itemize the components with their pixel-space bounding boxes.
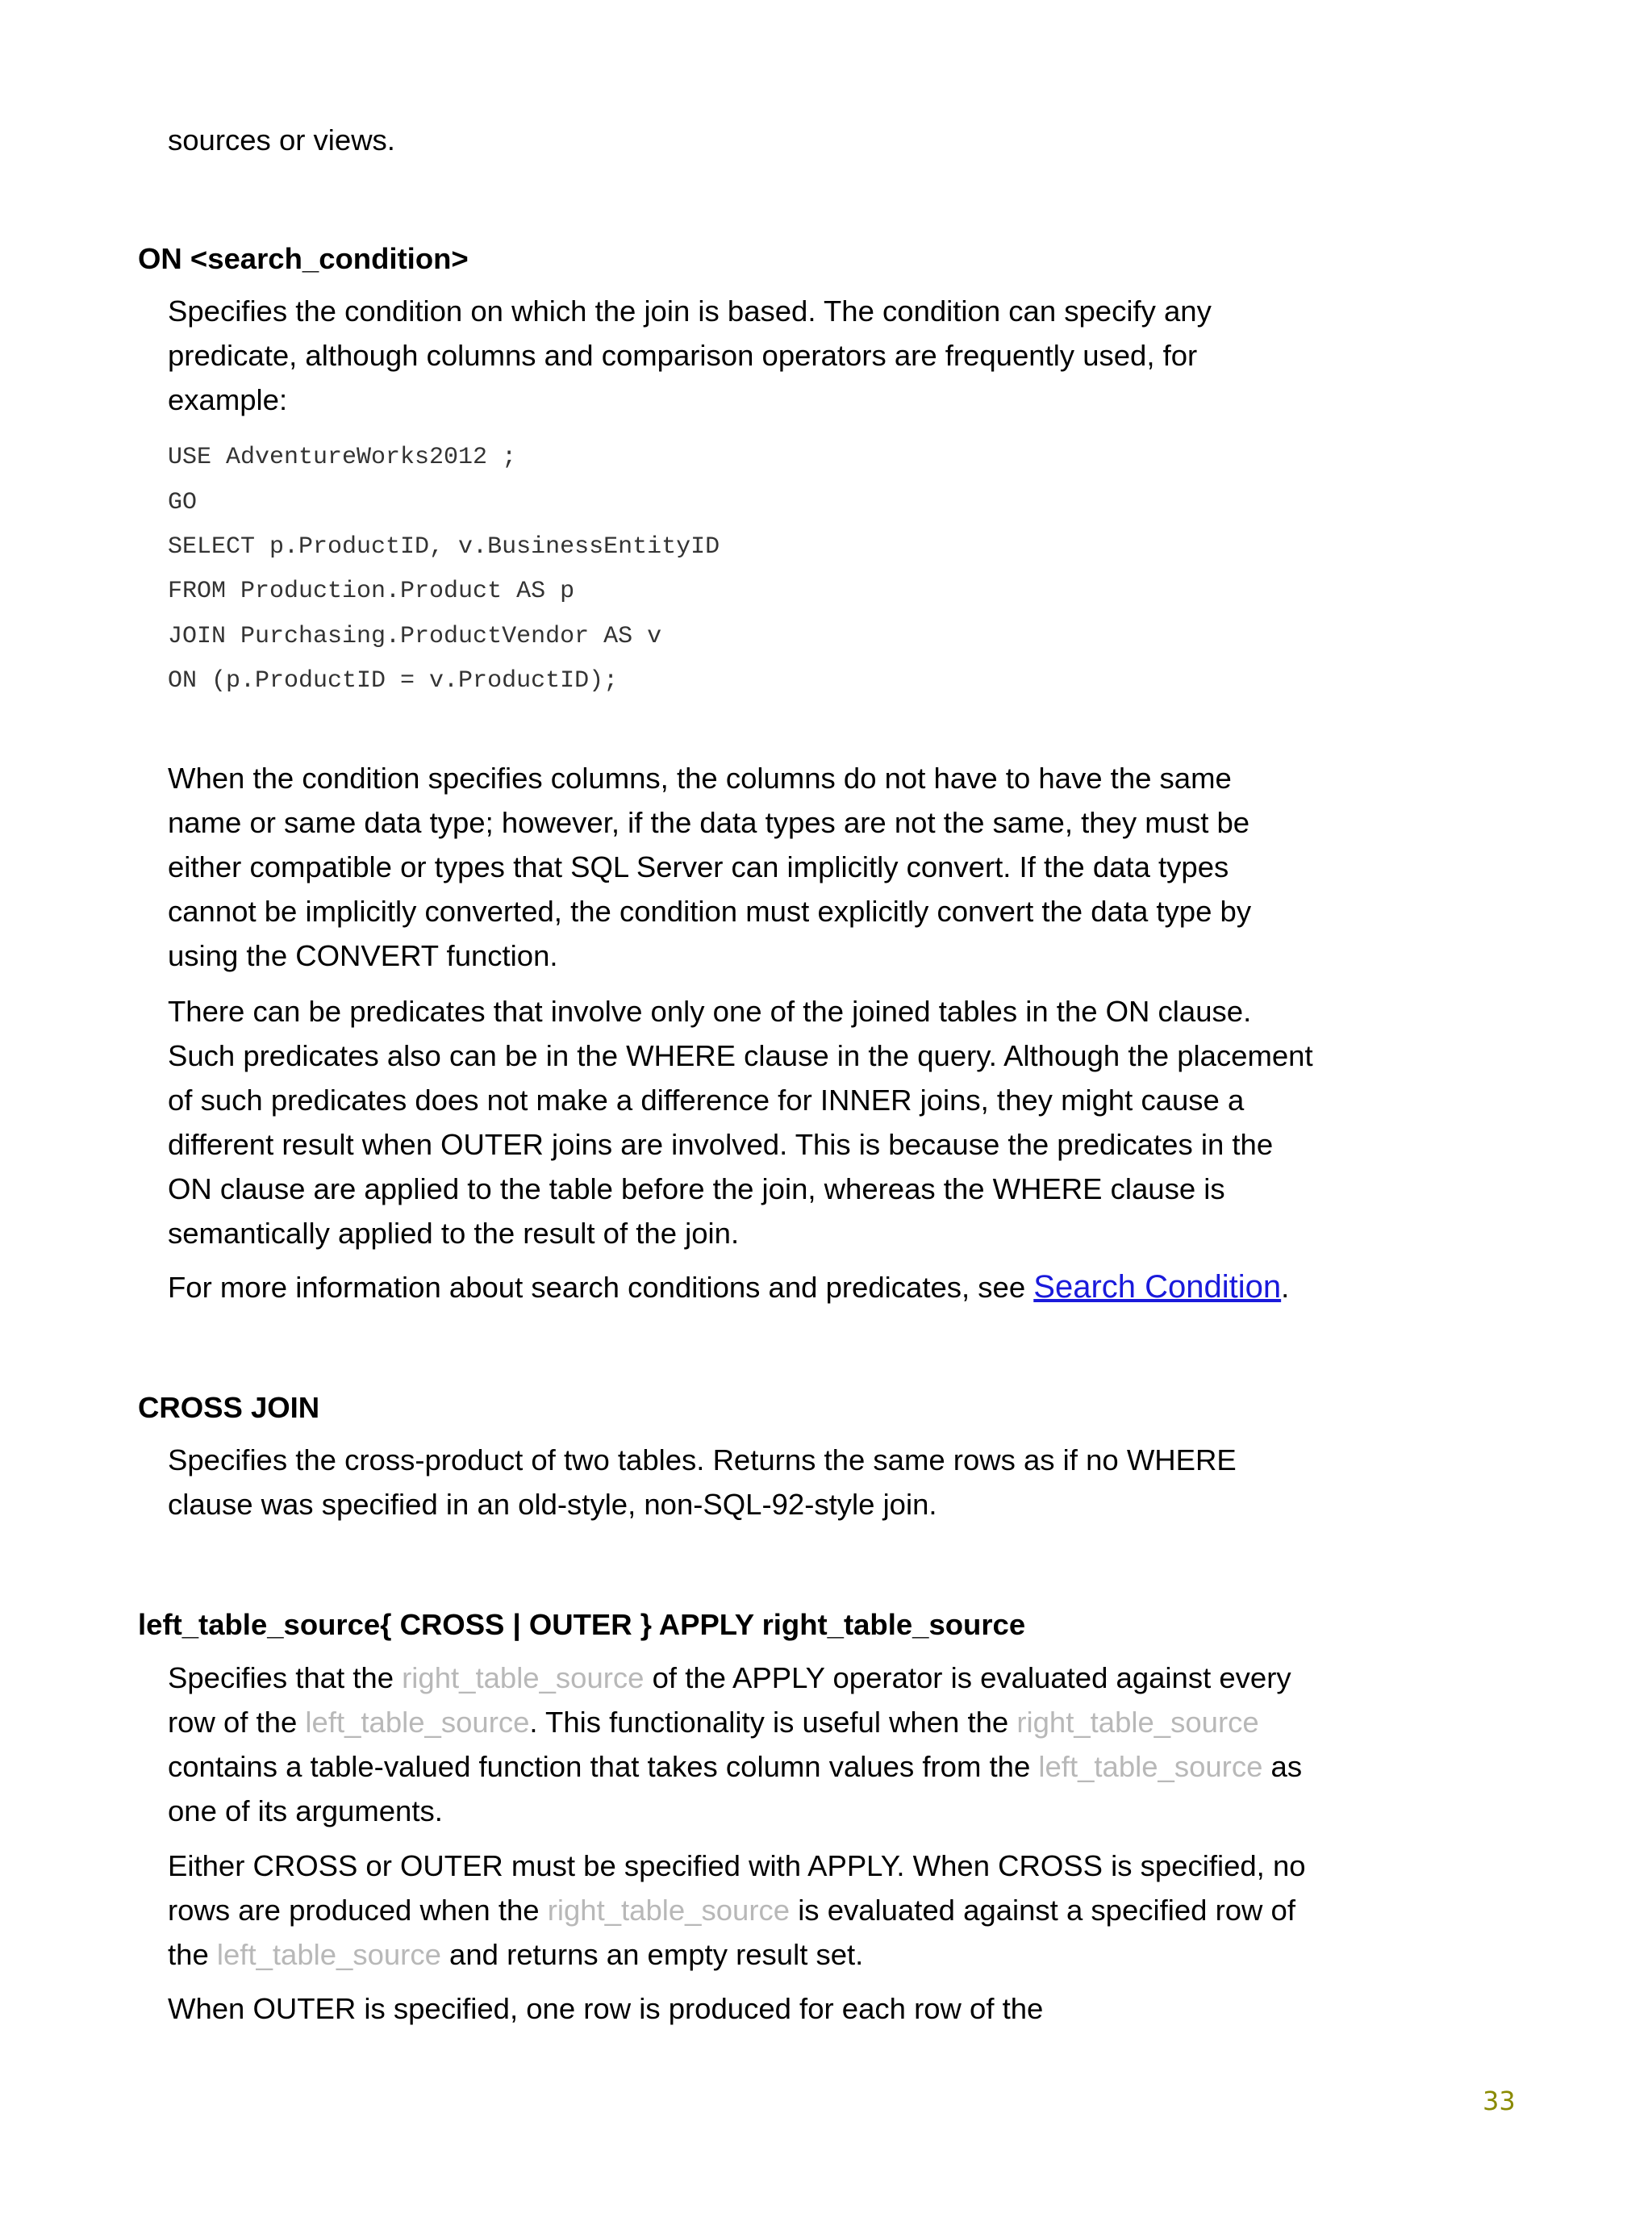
cross-join-heading: CROSS JOIN (138, 1391, 320, 1424)
code-line: USE AdventureWorks2012 ; (168, 444, 517, 471)
on-search-condition-heading: ON <search_condition> (138, 242, 469, 275)
cross-join-description: Specifies the cross-product of two tables. Returns the same rows as if no WHERE clause was specified in an old-style, non-SQL-92-style join. (168, 1443, 1237, 1521)
code-line: FROM Production.Product AS p (168, 578, 575, 605)
text-span: and returns an empty result set. (440, 1938, 864, 1971)
condition-columns-paragraph: When the condition specifies columns, the columns do not have to have the same name or same data type; however, if the data types are not the same, they must be either compatible or types that SQL Server can implicitly convert. If the data types cannot be implicitly converted, the condition must explicitly convert the data type by using the CONVERT function. (168, 762, 1252, 972)
apply-paragraph-3: When OUTER is specified, one row is produced for each row of the (168, 1992, 1044, 2025)
more-info-text: For more information about search conditions and predicates, see (168, 1271, 1034, 1304)
apply-paragraph-2 (168, 1844, 1313, 1977)
intro-text: sources or views. (168, 123, 395, 157)
text-span: Either CROSS or OUTER must be specified with APPLY. When CROSS is specified, no rows are produced when the (168, 1849, 1306, 1927)
right-table-source-term: right_table_source (1016, 1706, 1259, 1739)
text-span: is evaluated against a specified row of the (168, 1894, 1295, 1971)
left-table-source-term: left_table_source (1038, 1750, 1263, 1783)
search-condition-link[interactable]: Search Condition (1033, 1269, 1282, 1305)
code-line: SELECT p.ProductID, v.BusinessEntityID (168, 533, 720, 561)
code-line: GO (168, 489, 198, 516)
more-info-period: . (1281, 1271, 1290, 1304)
text-span: as one of its arguments. (168, 1750, 1303, 1827)
right-table-source-term: right_table_source (402, 1661, 645, 1694)
on-description: Specifies the condition on which the join is based. The condition can specify any predicate, although columns and comparison operators are frequently used, for example: (168, 294, 1212, 416)
apply-heading: left_table_source{ CROSS | OUTER } APPLY right_table_source (138, 1608, 1026, 1641)
code-line: JOIN Purchasing.ProductVendor AS v (168, 623, 662, 650)
left-table-source-term: left_table_source (216, 1938, 441, 1971)
more-info-paragraph (168, 1265, 1313, 1309)
right-table-source-term: right_table_source (547, 1894, 791, 1927)
apply-paragraph-1 (168, 1656, 1313, 1833)
predicates-paragraph: There can be predicates that involve only one of the joined tables in the ON clause. Such predicates also can be in the WHERE clause in the query. Although the placement of such predicates does not make a difference for INNER joins, they might cause a different result when OUTER joins are involved. This is because the predicates in the ON clause are applied to the table before the join, whereas the WHERE clause is semantically applied to the result of the join. (168, 995, 1313, 1250)
text-span: . This functionality is useful when the (529, 1706, 1017, 1739)
text-span: of the APPLY operator is evaluated against every row of the (168, 1661, 1291, 1739)
text-span: contains a table-valued function that takes column values from the (168, 1750, 1039, 1783)
text-span: Specifies that the (168, 1661, 403, 1694)
code-line: ON (p.ProductID = v.ProductID); (168, 667, 619, 695)
left-table-source-term: left_table_source (305, 1706, 530, 1739)
page-number: 33 (1483, 2086, 1516, 2116)
